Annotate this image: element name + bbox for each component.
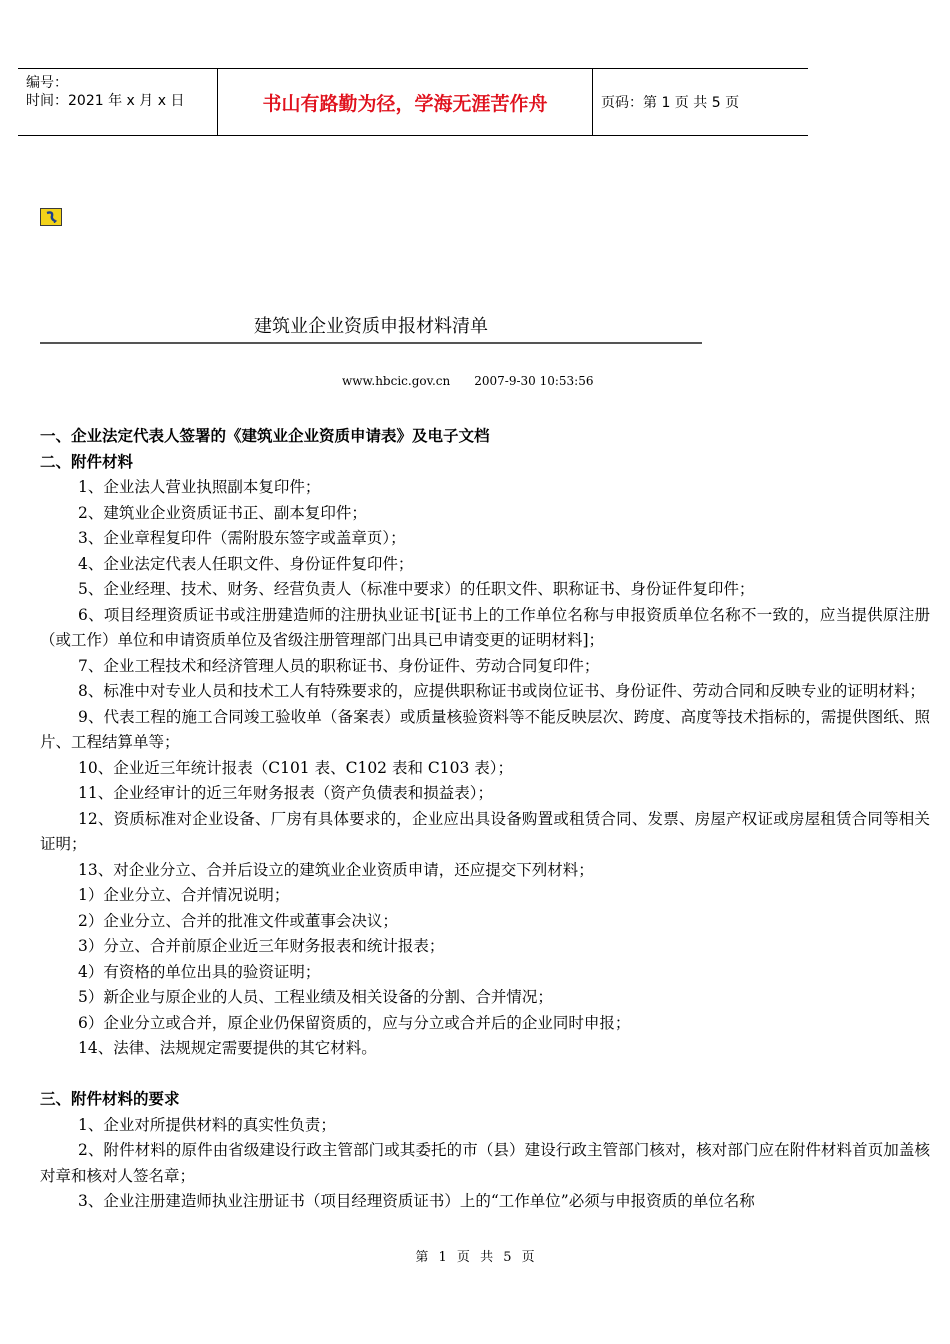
title-divider [40,342,702,344]
list-item: 3、企业章程复印件（需附股东签字或盖章页）； [78,529,406,547]
footer-text: 页 [456,1250,470,1265]
list-item: 3、企业注册建造师执业注册证书（项目经理资质证书）上的“工作单位”必须与申报资质的单位名称 [78,1192,755,1210]
requirements-list [40,1113,930,1215]
list-item: 14、法律、法规规定需要提供的其它材料。 [78,1039,377,1057]
spacer [40,1062,930,1088]
number-label: 编号： [26,75,68,91]
list-item: 7、企业工程技术和经济管理人员的职称证书、身份证件、劳动合同复印件； [78,656,600,675]
header-page-cell [593,69,808,135]
document-link-icon[interactable] [40,208,62,226]
section-heading: 二、附件材料 [40,452,134,471]
list-item: 11、企业经审计的近三年财务报表（资产负债表和损益表）； [78,784,493,802]
page-label: 页码：第 1 页 共 5 页 [601,95,740,111]
document-title: 建筑业企业资质申报材料清单 [254,316,488,337]
list-item: 4）有资格的单位出具的验资证明； [78,962,321,981]
time-label: 时间：2021 年 x 月 x 日 [26,93,185,109]
motto-text: 书山有路勤为径，学海无涯苦作舟 [262,92,548,115]
list-item: 1、企业对所提供材料的真实性负责； [78,1115,336,1134]
header-info-cell [18,69,218,135]
list-item: 5）新企业与原企业的人员、工程业绩及相关设备的分割、合并情况； [78,988,553,1006]
list-item: 4、企业法定代表人任职文件、身份证件复印件； [78,554,414,573]
list-item: 1）企业分立、合并情况说明； [78,886,290,904]
publish-datetime: 2007-9-30 10:53:56 [474,374,594,388]
list-item: 2）企业分立、合并的批准文件或董事会决议； [78,911,398,930]
footer-text: 共 [480,1250,494,1265]
footer-page-number: 1 [438,1250,447,1265]
list-item: 5、企业经理、技术、财务、经营负责人（标准中要求）的任职文件、职称证书、身份证件复印件； [78,580,755,598]
attachment-list [40,475,930,1062]
list-item: 12、资质标准对企业设备、厂房有具体要求的，企业应出具设备购置或租赁合同、发票、房屋产权证或房屋租赁合同等相关证明； [40,809,930,853]
section-heading: 三、附件材料的要求 [40,1090,180,1108]
list-item: 8、标准中对专业人员和技术工人有特殊要求的，应提供职称证书或岗位证书、身份证件、劳动合同和反映专业的证明材料； [78,682,925,700]
header-motto-cell [218,69,593,135]
list-item: 6、项目经理资质证书或注册建造师的注册执业证书[证书上的工作单位名称与申报资质单位名称不一致的，应当提供原注册（或工作）单位和申请资质单位及省级注册管理部门出具已申请变更的证明材料]； [40,605,930,649]
section-heading: 一、企业法定代表人签署的《建筑业企业资质申请表》及电子文档 [40,427,490,445]
list-item: 9、代表工程的施工合同竣工验收单（备案表）或质量核验资料等不能反映层次、跨度、高度等技术指标的，需提供图纸、照片、工程结算单等； [40,707,930,751]
list-item: 2、建筑业企业资质证书正、副本复印件； [78,503,367,522]
footer-text: 第 [415,1250,429,1265]
list-item: 2、附件材料的原件由省级建设行政主管部门或其委托的市（县）建设行政主管部门核对，核对部门应在附件材料首页加盖核对章和核对人签名章； [40,1141,930,1185]
page-header [18,68,808,136]
footer-total-pages: 5 [503,1250,512,1265]
document-meta [342,374,594,388]
list-item: 13、对企业分立、合并后设立的建筑业企业资质申请，还应提交下列材料； [78,860,594,879]
list-item: 10、企业近三年统计报表（C101 表、C102 表和 C103 表）； [78,758,514,777]
source-url[interactable]: www.hbcic.gov.cn [342,374,451,388]
list-item: 1、企业法人营业执照副本复印件； [78,478,321,496]
footer-text: 页 [521,1250,535,1265]
list-item: 6）企业分立或合并，原企业仍保留资质的，应与分立或合并后的企业同时申报； [78,1013,631,1032]
list-item: 3）分立、合并前原企业近三年财务报表和统计报表； [78,937,445,955]
page-footer [0,1246,950,1265]
document-body [40,424,930,1215]
